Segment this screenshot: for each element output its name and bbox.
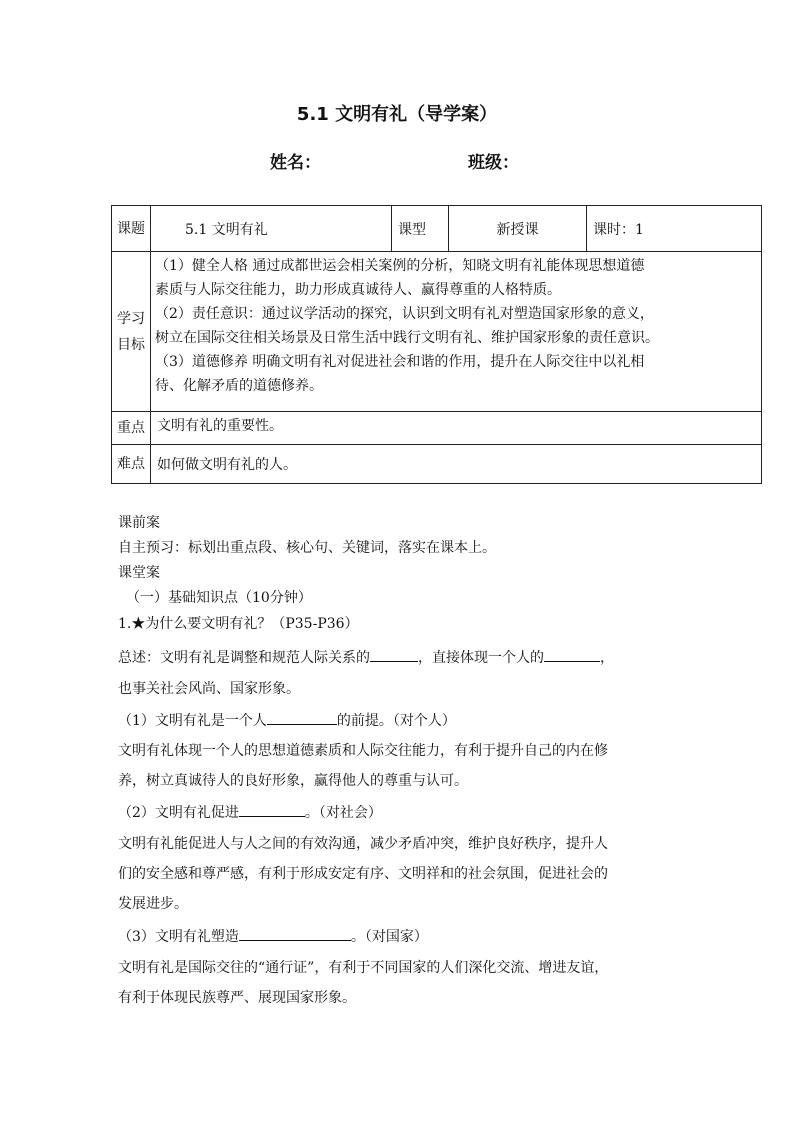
point-2-heading: （2）文明有礼促进 。（对社会） bbox=[118, 805, 382, 821]
difficulty-label: 难点 bbox=[112, 445, 151, 484]
self-preview-text: 自主预习：标划出重点段、核心句、关键词，落实在课本上。 bbox=[118, 540, 496, 556]
goal-line: （2）责任意识：通过议学活动的探究，认识到文明有礼对塑造国家形象的意义， bbox=[155, 306, 654, 322]
point-3-text: 文明有礼是国际交往的“通行证”，有利于不同国家的人们深化交流、增进友谊， bbox=[118, 960, 609, 976]
goals-row bbox=[112, 252, 762, 412]
student-info-row bbox=[0, 148, 794, 172]
answer-blank[interactable] bbox=[239, 928, 351, 941]
goals-text bbox=[151, 252, 762, 412]
in-class-heading: 课堂案 bbox=[118, 565, 160, 581]
summary-line-2: 也事关社会风尚、国家形象。 bbox=[118, 681, 300, 697]
question-heading: 1.★为什么要文明有礼？（P35-P36） bbox=[118, 616, 359, 632]
goal-line: （1）健全人格 通过成都世运会相关案例的分析，知晓文明有礼能体现思想道德 bbox=[155, 258, 645, 274]
summary-line: 总述：文明有礼是调整和规范人际关系的 ，直接体现一个人的 ， bbox=[118, 650, 614, 666]
answer-blank[interactable] bbox=[370, 649, 418, 662]
goal-line: 树立在国际交往相关场景及日常生活中践行文明有礼、维护国家形象的责任意识。 bbox=[155, 330, 659, 346]
key-point-value: 文明有礼的重要性。 bbox=[151, 412, 762, 445]
goal-line: 待、化解矛盾的道德修养。 bbox=[155, 378, 323, 394]
key-point-row bbox=[112, 412, 762, 445]
point-1-text: 养，树立真诚待人的良好形象，赢得他人的尊重与认可。 bbox=[118, 773, 468, 789]
goal-line: （3）道德修养 明确文明有礼对促进社会和谐的作用，提升在人际交往中以礼相 bbox=[155, 354, 645, 370]
point-2-text: 发展进步。 bbox=[118, 896, 188, 912]
point-1-heading: （1）文明有礼是一个人 的前提。（对个人） bbox=[118, 713, 456, 729]
difficulty-row bbox=[112, 445, 762, 484]
answer-blank[interactable] bbox=[239, 804, 305, 817]
goal-line: 素质与人际交往能力，助力形成真诚待人、赢得尊重的人格特质。 bbox=[155, 282, 561, 298]
answer-blank[interactable] bbox=[544, 649, 600, 662]
page-title: 5.1 文明有礼（导学案） bbox=[296, 104, 498, 125]
key-point-label: 重点 bbox=[112, 412, 151, 445]
point-1-text: 文明有礼体现一个人的思想道德素质和人际交往能力，有利于提升自己的内在修 bbox=[118, 743, 608, 759]
type-label: 课型 bbox=[392, 206, 449, 252]
lesson-meta-row bbox=[112, 206, 762, 252]
goals-label: 学习 目标 bbox=[112, 252, 151, 412]
point-3-heading: （3）文明有礼塑造 。（对国家） bbox=[118, 929, 428, 945]
name-label: 姓名： bbox=[270, 153, 321, 173]
section-heading: （一）基础知识点（10分钟） bbox=[126, 590, 312, 606]
pre-class-heading: 课前案 bbox=[118, 515, 160, 531]
hours-value: 课时：1 bbox=[587, 206, 762, 252]
lesson-info-table bbox=[111, 205, 762, 484]
point-3-text: 有利于体现民族尊严、展现国家形象。 bbox=[118, 990, 356, 1006]
answer-blank[interactable] bbox=[267, 712, 337, 725]
point-2-text: 们的安全感和尊严感，有利于形成安定有序、文明祥和的社会氛围，促进社会的 bbox=[118, 866, 608, 882]
class-label: 班级： bbox=[468, 153, 519, 173]
type-value: 新授课 bbox=[449, 206, 587, 252]
topic-label: 课题 bbox=[112, 206, 151, 252]
point-2-text: 文明有礼能促进人与人之间的有效沟通，减少矛盾冲突，维护良好秩序，提升人 bbox=[118, 836, 608, 852]
difficulty-value: 如何做文明有礼的人。 bbox=[151, 445, 762, 484]
topic-value: 5.1 文明有礼 bbox=[151, 206, 392, 252]
